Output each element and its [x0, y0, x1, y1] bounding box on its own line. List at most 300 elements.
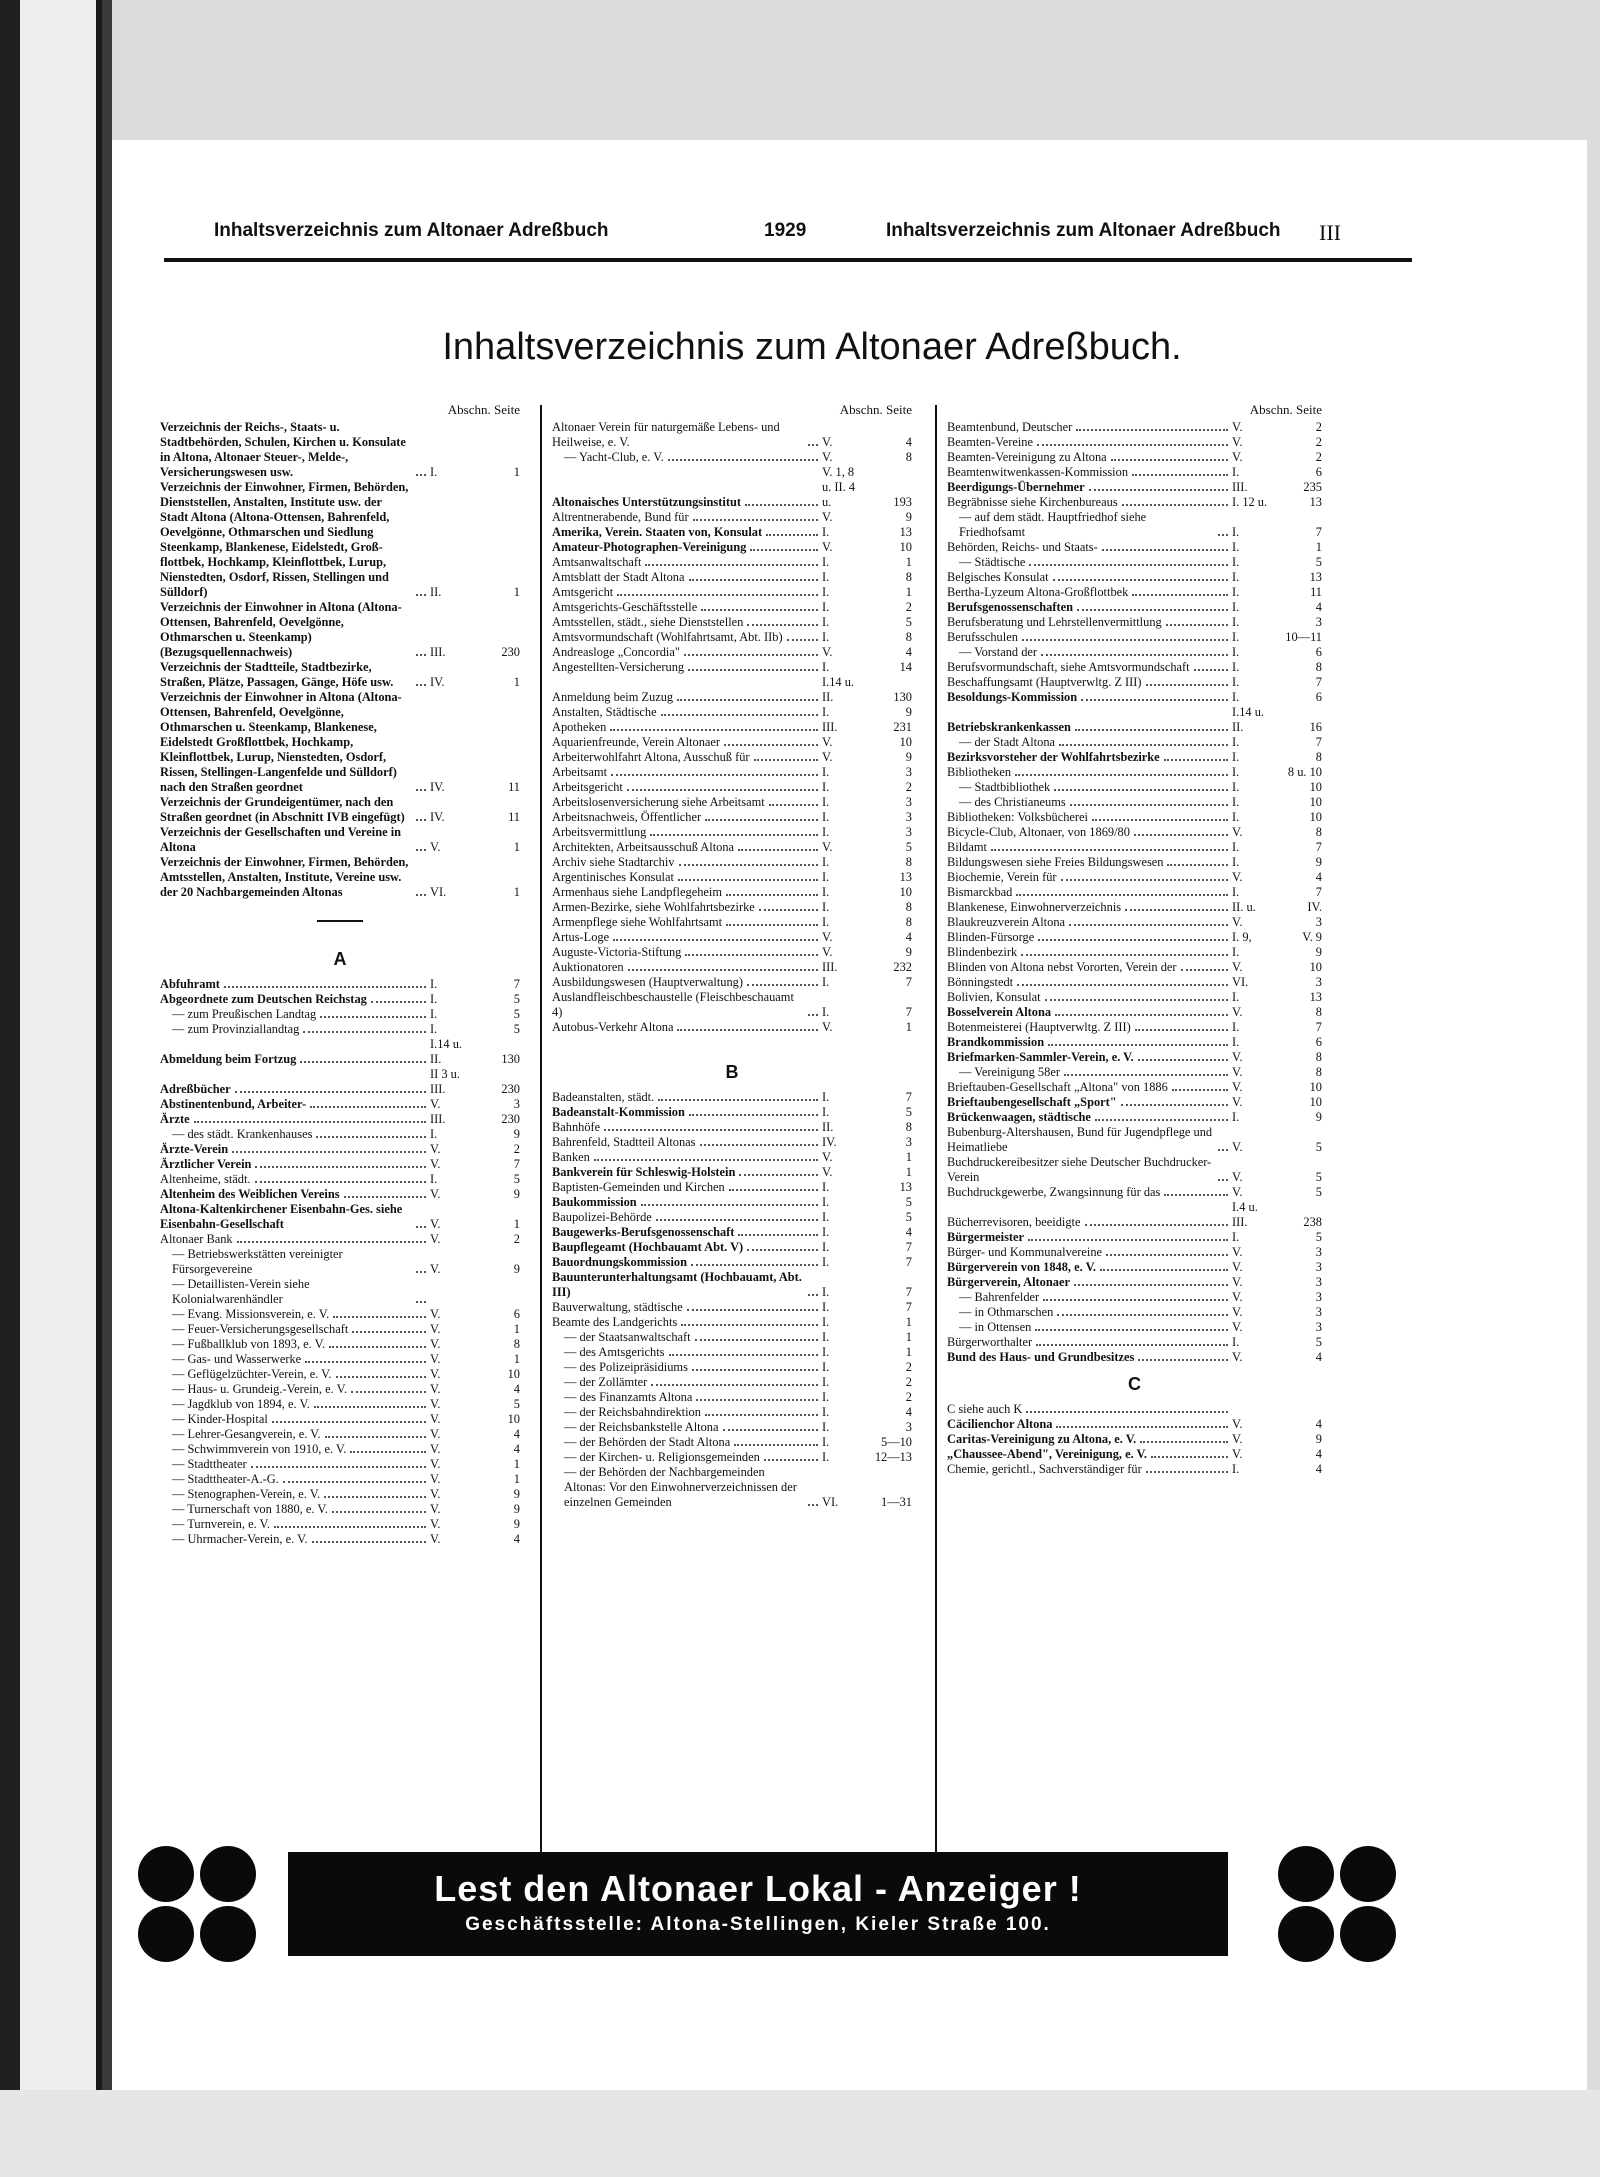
entry-title: Abfuhramt	[160, 977, 224, 992]
entry-page: 1	[905, 1315, 912, 1329]
index-entry	[947, 675, 1322, 690]
index-entry	[947, 585, 1322, 600]
entry-title: Artus-Loge	[552, 930, 613, 945]
index-entry	[552, 1150, 912, 1165]
entry-section: I.	[822, 795, 830, 809]
entry-section: I.	[822, 1105, 830, 1119]
entry-section: I.	[822, 1390, 830, 1404]
dot-leader	[1028, 1239, 1228, 1241]
index-entry	[552, 795, 912, 810]
entry-section: I.	[822, 1450, 830, 1464]
index-entry	[947, 690, 1322, 705]
entry-page: 7	[905, 1300, 912, 1314]
entry-section: I.	[822, 555, 830, 569]
entry-page: 10	[899, 885, 912, 899]
index-entry	[160, 1532, 520, 1547]
dot-leader	[628, 969, 818, 971]
entry-section: I.	[822, 1420, 830, 1434]
index-entry	[160, 660, 520, 690]
entry-section: I.	[1232, 1230, 1240, 1244]
index-entry	[552, 1420, 912, 1435]
entry-page: 11	[508, 810, 520, 824]
dot-leader	[723, 1429, 818, 1431]
index-entry	[552, 945, 912, 960]
dot-leader	[1070, 804, 1228, 806]
entry-page: 10	[1309, 780, 1322, 794]
dot-leader	[1138, 1359, 1228, 1361]
dot-leader	[610, 729, 818, 731]
entry-page: 8	[1315, 660, 1322, 674]
dot-leader	[1016, 894, 1228, 896]
index-entry	[160, 1307, 520, 1322]
entry-page: 7	[905, 1090, 912, 1104]
entry-section: I.14 u. II.	[822, 675, 855, 704]
entry-section: I.	[1232, 1020, 1240, 1034]
dot-leader	[668, 459, 818, 461]
entry-section: VI.	[1232, 975, 1249, 989]
index-entry	[947, 1305, 1322, 1320]
entry-page: 7	[905, 1240, 912, 1254]
entry-section: V.	[822, 540, 833, 554]
entry-page: 10	[1309, 810, 1322, 824]
entry-title: — des Christianeums	[947, 795, 1070, 810]
entry-section: V.	[1232, 1275, 1243, 1289]
entry-list-b	[552, 1090, 912, 1510]
dot-leader	[808, 444, 818, 446]
index-entry	[947, 600, 1322, 615]
entry-title: — auf dem städt. Hauptfriedhof siehe Friedhofsamt	[947, 510, 1218, 540]
index-entry	[160, 1112, 520, 1127]
entry-title: „Chaussee-Abend", Vereinigung, e. V.	[947, 1447, 1151, 1462]
entry-title: — der Zollämter	[552, 1375, 651, 1390]
entry-page: 1—31	[881, 1495, 912, 1509]
entry-title: — der Behörden der Stadt Altona	[552, 1435, 734, 1450]
entry-page: 7	[1315, 735, 1322, 749]
dot-leader	[808, 1504, 818, 1506]
column-divider-1	[540, 405, 542, 1950]
entry-section: I.	[1232, 630, 1240, 644]
dot-leader	[1135, 1029, 1228, 1031]
entry-page: 7	[513, 977, 520, 991]
dot-leader	[235, 1091, 426, 1093]
entry-page: 7	[1315, 1020, 1322, 1034]
dot-leader	[314, 1406, 426, 1408]
entry-section: I.	[822, 615, 830, 629]
entry-title: — Vereinigung 58er	[947, 1065, 1064, 1080]
entry-page: 235	[1303, 480, 1322, 494]
entry-section: V.	[430, 1307, 441, 1321]
entry-page: 8	[905, 915, 912, 929]
index-entry	[552, 1120, 912, 1135]
index-entry	[552, 555, 912, 570]
entry-section: I.	[822, 1330, 830, 1344]
dot-leader	[1151, 1456, 1228, 1458]
entry-title: — der Reichsbankstelle Altona	[552, 1420, 723, 1435]
entry-page: 4	[513, 1442, 520, 1456]
dot-leader	[617, 594, 818, 596]
entry-section: V.	[822, 750, 833, 764]
entry-section: V.	[1232, 1320, 1243, 1334]
entry-section: I.	[822, 1300, 830, 1314]
entry-title: Blinden-Fürsorge	[947, 930, 1038, 945]
index-entry	[552, 825, 912, 840]
dot-leader	[645, 564, 818, 566]
entry-section: I.	[822, 1180, 830, 1194]
dot-leader	[329, 1346, 426, 1348]
dot-leader	[808, 1294, 818, 1296]
index-entry	[552, 660, 912, 675]
index-entry	[947, 975, 1322, 990]
index-entry	[947, 1005, 1322, 1020]
index-entry	[552, 870, 912, 885]
entry-title: Bubenburg-Altershausen, Bund für Jugendpflege und Heimatliebe	[947, 1125, 1218, 1155]
index-entry	[947, 1260, 1322, 1275]
dot-leader	[726, 924, 818, 926]
index-entry	[552, 1300, 912, 1315]
entry-section: I.	[1232, 855, 1240, 869]
entry-section: III.	[430, 1112, 446, 1126]
entry-title: — Yacht-Club, e. V.	[552, 450, 668, 465]
entry-section: V.	[822, 645, 833, 659]
entry-title: Altonaer Bank	[160, 1232, 237, 1247]
index-entry	[947, 825, 1322, 840]
index-entry	[947, 1447, 1322, 1462]
entry-title: Baupflegeamt (Hochbauamt Abt. V)	[552, 1240, 747, 1255]
entry-title: Badeanstalt-Kommission	[552, 1105, 689, 1120]
dot-leader	[371, 1001, 426, 1003]
entry-page: 9	[905, 705, 912, 719]
dot-leader	[689, 1114, 818, 1116]
entry-page: 8	[905, 570, 912, 584]
entry-page: 5	[1315, 1140, 1322, 1154]
entry-title: Biochemie, Verein für	[947, 870, 1061, 885]
entry-section: I.	[822, 600, 830, 614]
banner-dot	[138, 1846, 194, 1902]
dot-leader	[1125, 909, 1228, 911]
index-entry	[160, 1187, 520, 1202]
entry-title: Verzeichnis der Reichs-, Staats- u. Stadtbehörden, Schulen, Kirchen u. Konsulate in Altona, Altonaer Steuer-, Melde-, Versicherungswesen usw.	[160, 420, 416, 480]
index-entry	[947, 1050, 1322, 1065]
index-entry	[552, 540, 912, 555]
entry-page: 1	[513, 885, 520, 899]
entry-page: 1	[905, 1020, 912, 1034]
entry-title: Berufsvormundschaft, siehe Amtsvormundschaft	[947, 660, 1194, 675]
entry-section: V.	[430, 840, 441, 854]
entry-page: 4	[1315, 1447, 1322, 1461]
dot-leader	[700, 1144, 819, 1146]
entry-section: V.	[1232, 1095, 1243, 1109]
index-entry	[552, 1135, 912, 1150]
dot-leader	[416, 1226, 426, 1228]
entry-page: 2	[905, 1360, 912, 1374]
dot-leader	[272, 1421, 426, 1423]
entry-title: Verzeichnis der Einwohner in Altona (Altona-Ottensen, Bahrenfeld, Oevelgönne, Othmarschen u. Steenkamp, Blankenese, Eidelstedt Großflottbek, Hochkamp, Kleinflottbek, Lurup, Nienstedten, Osdorf, Rissen, Stellingen-Langenfelde und Sülldorf) nach den Straßen geordnet	[160, 690, 416, 795]
index-entry	[947, 510, 1322, 540]
index-entry	[552, 675, 912, 705]
entry-page: 1	[513, 1322, 520, 1336]
entry-page: 2	[1315, 450, 1322, 464]
entry-section: I.	[822, 975, 830, 989]
entry-page: 8	[905, 900, 912, 914]
dot-leader	[692, 1369, 818, 1371]
entry-section: I.	[1232, 750, 1240, 764]
entry-section: I.	[1232, 570, 1240, 584]
dot-leader	[684, 654, 818, 656]
dot-leader	[685, 954, 818, 956]
index-entry	[552, 615, 912, 630]
dot-leader	[693, 519, 818, 521]
entry-page: 1	[513, 1472, 520, 1486]
entry-section: IV.	[430, 810, 445, 824]
index-entry	[160, 1487, 520, 1502]
entry-title: Bibliotheken: Volksbücherei	[947, 810, 1092, 825]
entry-page: 1	[513, 585, 520, 599]
entry-section: I.	[822, 1195, 830, 1209]
column-divider-2	[935, 405, 937, 1950]
entry-page: 7	[1315, 675, 1322, 689]
dot-leader	[1106, 1254, 1228, 1256]
dot-leader	[1181, 969, 1228, 971]
dot-leader	[705, 819, 818, 821]
index-entry	[947, 1350, 1322, 1365]
entry-title: Amateur-Photographen-Vereinigung	[552, 540, 750, 555]
index-entry	[552, 1450, 912, 1465]
entry-page: 7	[513, 1157, 520, 1171]
index-entry	[160, 855, 520, 900]
entry-title: Bauordnungskommission	[552, 1255, 691, 1270]
entry-title: Beerdigungs-Übernehmer	[947, 480, 1089, 495]
dot-leader	[787, 639, 818, 641]
entry-section: I.	[1232, 990, 1240, 1004]
entry-page: 9	[905, 510, 912, 524]
index-entry	[947, 780, 1322, 795]
entry-page: 193	[893, 495, 912, 509]
index-entry	[160, 1172, 520, 1187]
dot-leader	[1054, 789, 1228, 791]
entry-title: Altrentnerabende, Bund für	[552, 510, 693, 525]
entry-title: Berufsgenossenschaften	[947, 600, 1077, 615]
entry-section: IV.	[430, 675, 445, 689]
entry-section: I.	[1232, 645, 1240, 659]
entry-title: Bildungswesen siehe Freies Bildungswesen	[947, 855, 1167, 870]
entry-title: — Städtische	[947, 555, 1029, 570]
entry-page: 231	[893, 720, 912, 734]
entry-title: Belgisches Konsulat	[947, 570, 1053, 585]
entry-title: — Uhrmacher-Verein, e. V.	[160, 1532, 312, 1547]
entry-section: I.	[1232, 555, 1240, 569]
entry-page: 13	[1309, 495, 1322, 509]
entry-page: 6	[1315, 690, 1322, 704]
index-entry	[160, 1412, 520, 1427]
entry-title: Blaukreuzverein Altona	[947, 915, 1069, 930]
dot-leader	[769, 804, 818, 806]
entry-title: — Turnverein, e. V.	[160, 1517, 274, 1532]
dot-leader	[678, 879, 818, 881]
entry-page: 5	[905, 1105, 912, 1119]
entry-title: Armenpflege siehe Wohlfahrtsamt	[552, 915, 726, 930]
index-entry	[160, 1097, 520, 1112]
entry-section: VI.	[822, 1495, 839, 1509]
index-entry	[552, 765, 912, 780]
index-entry	[160, 1352, 520, 1367]
entry-page: IV.	[1307, 900, 1322, 914]
entry-page: 2	[1315, 420, 1322, 434]
entry-title: Beamtenwitwenkassen-Kommission	[947, 465, 1132, 480]
entry-page: 9	[905, 750, 912, 764]
entry-title: Berufsschulen	[947, 630, 1022, 645]
header-rule	[164, 258, 1412, 262]
index-entry	[552, 585, 912, 600]
entry-section: V.	[1232, 435, 1243, 449]
entry-section: V.	[430, 1262, 441, 1276]
index-entry	[947, 735, 1322, 750]
entry-section: VI.	[430, 885, 447, 899]
dot-leader	[1218, 1179, 1228, 1181]
entry-page: 6	[1315, 645, 1322, 659]
entry-section: V.	[430, 1382, 441, 1396]
entry-title: Bibliotheken	[947, 765, 1015, 780]
dot-leader	[677, 699, 818, 701]
entry-page: 3	[1315, 1290, 1322, 1304]
entry-page: 8	[1315, 1050, 1322, 1064]
index-entry	[552, 1405, 912, 1420]
entry-title: Aquarienfreunde, Verein Altonaer	[552, 735, 724, 750]
dot-leader	[687, 1309, 818, 1311]
entry-title: — zum Preußischen Landtag	[160, 1007, 320, 1022]
dot-leader	[1057, 1314, 1228, 1316]
entry-section: II.	[430, 585, 442, 599]
index-entry	[552, 705, 912, 720]
entry-page: 1	[905, 1345, 912, 1359]
dot-leader	[1085, 1224, 1229, 1226]
entry-section: IV.	[430, 780, 445, 794]
index-entry	[160, 1397, 520, 1412]
dot-leader	[1132, 594, 1228, 596]
dot-leader	[738, 1234, 818, 1236]
entry-section: I.14 u. II.	[430, 1037, 463, 1066]
index-entry	[552, 570, 912, 585]
entry-title: Beamte des Landgerichts	[552, 1315, 681, 1330]
entry-page: 9	[1315, 1110, 1322, 1124]
index-entry	[160, 1472, 520, 1487]
index-entry	[947, 795, 1322, 810]
entry-title: — der Reichsbahndirektion	[552, 1405, 705, 1420]
entry-title: Besoldungs-Kommission	[947, 690, 1081, 705]
entry-section: III.	[430, 645, 446, 659]
entry-page: 11	[508, 780, 520, 794]
entry-section: I.	[1232, 1462, 1240, 1476]
entry-section: I.	[822, 1315, 830, 1329]
entry-section: I.	[822, 1405, 830, 1419]
entry-page: 4	[513, 1382, 520, 1396]
index-entry	[552, 1315, 912, 1330]
dot-leader	[747, 624, 818, 626]
entry-section: I.	[1232, 690, 1240, 704]
entry-page: 10	[1309, 1080, 1322, 1094]
entry-title: — der Behörden der Nachbargemeinden Altonas: Vor den Einwohnerverzeichnissen der einzelnen Gemeinden	[552, 1465, 808, 1510]
entry-section: V.	[430, 1427, 441, 1441]
entry-page: 8	[513, 1337, 520, 1351]
index-entry	[947, 1065, 1322, 1080]
entry-title: Amerika, Verein. Staaten von, Konsulat	[552, 525, 766, 540]
entry-section: I.	[1232, 840, 1240, 854]
entry-section: V.	[822, 450, 833, 464]
entry-section: V.	[822, 1165, 833, 1179]
index-entry	[947, 900, 1322, 915]
index-entry	[947, 1230, 1322, 1245]
index-entry	[160, 1442, 520, 1457]
index-entry	[160, 1517, 520, 1532]
entry-page: 3	[1315, 1260, 1322, 1274]
index-entry	[552, 1270, 912, 1300]
entry-title: Blinden von Altona nebst Vororten, Verein der	[947, 960, 1181, 975]
index-entry	[947, 1125, 1322, 1155]
index-entry	[552, 915, 912, 930]
entry-title: Abstinentenbund, Arbeiter-	[160, 1097, 310, 1112]
entry-section: I.	[822, 1255, 830, 1269]
entry-section: V.	[1232, 1260, 1243, 1274]
entry-title: Abgeordnete zum Deutschen Reichstag	[160, 992, 371, 1007]
index-entry	[947, 480, 1322, 495]
section-list	[160, 420, 520, 900]
entry-page: 3	[1315, 975, 1322, 989]
dot-leader	[1164, 1194, 1228, 1196]
entry-section: I.	[1232, 780, 1240, 794]
entry-page: 130	[501, 1052, 520, 1066]
dot-leader	[766, 534, 818, 536]
dot-leader	[1056, 1426, 1228, 1428]
entry-section: I.	[822, 1360, 830, 1374]
document-page	[112, 140, 1587, 2090]
entry-page: 8	[1315, 750, 1322, 764]
entry-page: 130	[893, 690, 912, 704]
index-entry	[947, 1402, 1322, 1417]
entry-page: 8	[905, 450, 912, 464]
dot-leader	[1017, 984, 1228, 986]
entry-title: Begräbnisse siehe Kirchenbureaus	[947, 495, 1122, 510]
entry-page: 2	[513, 1142, 520, 1156]
dot-leader	[1043, 1299, 1228, 1301]
entry-section: I.	[1232, 1110, 1240, 1124]
entry-page: 3	[905, 795, 912, 809]
dot-leader	[1146, 1471, 1228, 1473]
entry-section: I.	[822, 1210, 830, 1224]
entry-title: Archiv siehe Stadtarchiv	[552, 855, 679, 870]
index-entry	[947, 615, 1322, 630]
entry-section: V.	[1232, 1245, 1243, 1259]
dot-leader	[1132, 474, 1228, 476]
entry-section: I.	[1232, 615, 1240, 629]
index-entry	[160, 1427, 520, 1442]
dot-leader	[316, 1136, 426, 1138]
entry-section: V.	[430, 1442, 441, 1456]
entry-page: 13	[899, 1180, 912, 1194]
index-entry	[552, 1020, 912, 1035]
dot-leader	[679, 864, 819, 866]
header-right-title: Inhaltsverzeichnis zum Altonaer Adreßbuch	[886, 220, 1281, 241]
entry-title: Amtsstellen, städt., siehe Dienststellen	[552, 615, 747, 630]
entry-title: — Lehrer-Gesangverein, e. V.	[160, 1427, 325, 1442]
entry-title: Bund des Haus- und Grundbesitzes	[947, 1350, 1138, 1365]
index-entry	[947, 1432, 1322, 1447]
dot-leader	[416, 654, 426, 656]
entry-section: I.	[822, 1225, 830, 1239]
index-entry	[552, 1435, 912, 1450]
entry-section: I.	[430, 992, 438, 1006]
banner-dot	[1278, 1846, 1334, 1902]
entry-title: — des Amtsgerichts	[552, 1345, 669, 1360]
index-entry	[160, 1367, 520, 1382]
